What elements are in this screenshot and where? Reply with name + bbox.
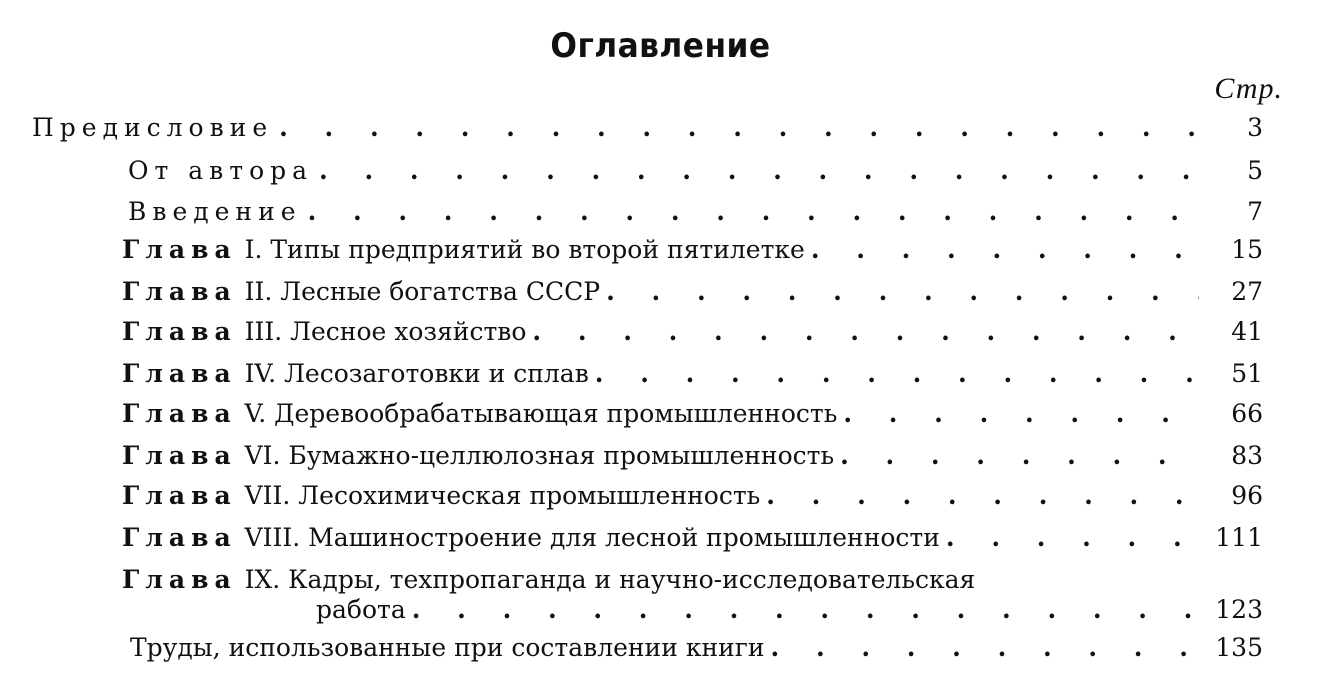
leader-dots: [606, 276, 1199, 308]
toc-entry-label: VIII. Машиностроение для лесной промышленности: [244, 523, 940, 552]
chapter-prefix: Глава: [122, 359, 237, 388]
toc-entry-label: II. Лесные богатства СССР: [244, 277, 601, 306]
toc-entry-chapter-9: [316, 594, 1263, 626]
toc-entry-page: 83: [1231, 441, 1263, 470]
toc-entry-chapter-2: [122, 276, 1263, 308]
toc-entry-page: 51: [1231, 359, 1263, 388]
toc-entry-chapter-6: [122, 440, 1263, 472]
chapter-prefix: Глава: [122, 277, 237, 306]
toc-entry-page: 96: [1231, 481, 1263, 510]
toc-entry-page: 111: [1215, 523, 1263, 552]
toc-entry-chapter-5: [122, 398, 1263, 430]
toc-entry-chapter-1: [122, 234, 1263, 266]
toc-entry-page: 41: [1231, 317, 1263, 346]
toc-entry-chapter-3: [122, 316, 1263, 348]
chapter-prefix: Глава: [122, 399, 237, 428]
chapter-prefix: Глава: [122, 523, 237, 552]
toc-entry-label: V. Деревообрабатывающая промышленность: [244, 399, 838, 428]
leader-dots: [843, 398, 1199, 430]
toc-entry-page: 135: [1215, 633, 1263, 662]
toc-entry-from-author: [128, 155, 1263, 187]
toc-entry-label: IV. Лесозаготовки и сплав: [244, 359, 589, 388]
toc-entry-page: 7: [1247, 197, 1263, 226]
leader-dots: [279, 112, 1199, 144]
toc-entry-label: VII. Лесохимическая промышленность: [244, 481, 761, 510]
toc-entry-page: 27: [1231, 277, 1263, 306]
leader-dots: [319, 155, 1199, 187]
leader-dots: [308, 196, 1199, 228]
leader-dots: [532, 316, 1199, 348]
toc-entry-page: 5: [1247, 156, 1263, 185]
toc-entry-chapter-8: [122, 522, 1263, 554]
leader-dots: [412, 594, 1199, 626]
toc-entry-page: 3: [1247, 113, 1263, 142]
chapter-prefix: Глава: [122, 317, 237, 346]
leader-dots: [811, 234, 1199, 266]
toc-entry-chapter-4: [122, 358, 1263, 390]
toc-entry-label: От автора: [128, 156, 314, 185]
toc-entry-page: 15: [1231, 235, 1263, 264]
toc-entry-label: VI. Бумажно-целлюлозная промышленность: [244, 441, 835, 470]
leader-dots: [840, 440, 1199, 472]
chapter-prefix: Глава: [122, 565, 237, 594]
toc-entry-label: IX. Кадры, техпропаганда и научно-исследовательская: [244, 565, 976, 594]
chapter-prefix: Глава: [122, 481, 237, 510]
toc-entry-label: Труды, использованные при составлении книги: [130, 633, 765, 662]
toc-entry-label: III. Лесное хозяйство: [244, 317, 527, 346]
toc-entry-label-continued: работа: [316, 595, 406, 624]
toc-entry-chapter-7: [122, 480, 1263, 512]
toc-entry-preface: [32, 112, 1263, 144]
toc-entry-page: 66: [1231, 399, 1263, 428]
page-column-label: Стр.: [1214, 72, 1283, 105]
toc-entry-references: [130, 632, 1263, 664]
chapter-prefix: Глава: [122, 235, 237, 264]
toc-entry-label: Введение: [128, 197, 302, 226]
toc-entry-introduction: [128, 196, 1263, 228]
leader-dots: [595, 358, 1199, 390]
toc-entry-label: I. Типы предприятий во второй пятилетке: [244, 235, 805, 264]
leader-dots: [771, 632, 1199, 664]
toc-entry-label: Предисловие: [32, 113, 274, 142]
leader-dots: [766, 480, 1199, 512]
chapter-prefix: Глава: [122, 441, 237, 470]
page-title: Оглавление: [550, 26, 771, 66]
toc-entry-page: 123: [1215, 595, 1263, 624]
leader-dots: [946, 522, 1199, 554]
toc-entry-chapter-9-first-line: [122, 564, 975, 596]
